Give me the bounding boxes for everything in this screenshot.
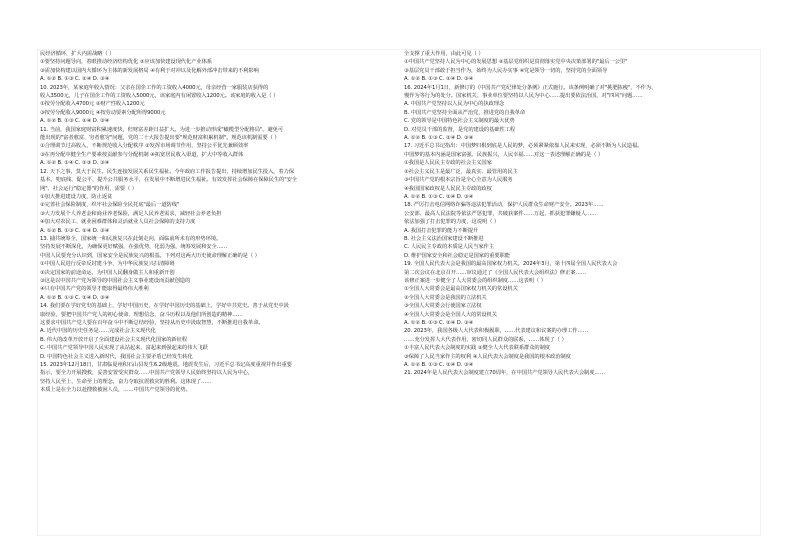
right-column-line: D. 对党员干部的监督，是党的建设的基础性工程: [404, 126, 516, 133]
right-column-line: B. 中国共产党坚持全面从严治党，推进党的自我革命: [404, 109, 526, 116]
right-column-line: ③保障了人民当家作主的权利 ④人民代表大会制度是我国的根本政治制度: [404, 353, 571, 360]
left-column-line: 这要求中国共产党人要在百年奋斗中不断总结经验，坚持从历史中汲取智慧，不断推进自我革命。: [40, 320, 264, 326]
right-column-line: A. ①② B. ①③ C. ②④ D. ③④: [404, 320, 474, 326]
left-column-line: ①加大推进建设力度，防止返贫: [40, 193, 113, 200]
left-column-line: 民经济循环，扩大内需战略（ ）: [40, 51, 115, 57]
left-column-line: 基本、兜底线、促公平，提升公共服务水平，在发展中不断增进民生福祉。有效发挥社会保障在保障民生的"安全: [40, 177, 297, 184]
right-column-line: ……充分发挥人大代表作用，密切同人民群众的联系，……体现了（ ）: [404, 336, 567, 343]
left-column-line: 本质上是在全力以赴搜救被困人员，……中国共产党领导的优势。: [40, 387, 191, 394]
left-column-line: 取经验，要把中国共产党人的初心使命、理想信念、奋斗历程以及他们所创造的精神……: [40, 311, 243, 318]
left-column-line: 12. 天下之事，莫大于民生。民生连接发展关系民生福祉。今年政府工作报告提出，持续增加民生投入，着力保: [40, 168, 294, 175]
left-column-line: ①中国人民进行反帝反封建斗争，为中华民族复兴扫清障碍: [40, 261, 175, 268]
right-column-line: A. ①② B. ①③ C. ②④ D. ③④: [404, 135, 474, 142]
left-column: [40, 50, 398, 535]
right-column-line: A. ①② B. ①③ C. ②④ D. ③④: [404, 362, 474, 369]
right-column-line: ④全国人大常委会是全国人大的常设机关: [404, 311, 497, 318]
left-column-line: ①按劳分配收入4700元 ②财产性收入1200元: [40, 101, 145, 108]
right-column-line: 中国梦的基本内涵是国家富强、民族振兴、人民幸福……对这一表述理解正确的是（ ）: [404, 151, 604, 158]
right-column-line: ①丰富人民代表大会制度的实践 ②健全人大代表联系群众的制度: [404, 345, 551, 352]
left-column-line: ③这是以中国共产党为领导的中国社会主义事业建设而贡献创造的: [40, 277, 191, 284]
left-column-line: A. 近代中国的历史任务是……完成社会主义现代化: [40, 328, 156, 335]
left-column-line: ④加大对农民工、就业困难群体和灵活就业人员社会保障的支持力度: [40, 219, 196, 226]
left-column-line: 坚持人民至上、生命至上的理念，奋力夺取抗震救灾的胜利。这体现了……: [40, 378, 212, 385]
left-column-line: A. ①② B. ①③ C. ②④ D. ③④: [40, 294, 110, 301]
left-column-line: D. 中国特色社会主义进入新时代，我国社会主要矛盾已经发生转化: [40, 353, 193, 360]
right-column-line: A. ①② B. ①③ C. ②④ D. ③④: [404, 76, 474, 83]
right-column-line: ③中国共产党的根本宗旨是全心全意为人民服务: [404, 177, 513, 184]
right-column-line: 第二次会议在北京召开……审议通过了《全国人民代表大会组织法》修正案……: [404, 269, 586, 276]
left-column-line: 10. 2023年，某家庭年收入情况：父亲在国企工作的工资收入4000元，母亲经营一家服装店获得的: [40, 84, 269, 91]
left-column-line: ④只有中国共产党的领导才能取得最终伟大胜利: [40, 286, 149, 293]
left-column-line: ③在再分配中健全生产要素按贡献参与分配机制 ④拓宽居民收入渠道，扩大中等收入群体: [40, 151, 244, 158]
right-column-line: ②社会主义民主是最广泛、最真实、最管用的民主: [404, 168, 518, 175]
left-column-line: 能出现的"富者愈富、穷者愈穷"问题，党的二十大报告提出要"规范财富积累机制"。规范该机制需要（ ）: [40, 135, 280, 142]
right-column-line: ①全国人大常委会是最高国家权力机关的常设机关: [404, 286, 518, 293]
left-column-line: A. ①② B. ①④ C. ②③ D. ③④: [40, 160, 110, 167]
right-column-line: C. 党的领导是中国特色社会主义制度的最大优势: [404, 118, 515, 125]
left-column-line: ②完善社会保险制度，织牢社会保险全民托底"最后一道防线": [40, 202, 180, 209]
left-column-line: 15. 2023年12月18日，甘肃临夏州积石山县发生6.2级地震。地震发生后，习近平总书记高度重视并作出重要: [40, 362, 292, 369]
right-column-line: B. 社会主义法治国家建设不断推进: [404, 235, 484, 242]
right-column-line: C. 人民民主专政的本质是人民当家作主: [404, 244, 494, 251]
left-column-line: 指示，要全力开展搜救，妥善安置受灾群众……中国共产党领导人民始终坚持以人民为中心，: [40, 370, 254, 377]
right-column-line: A. ①② B. ①③ C. ②④ D. ③④: [404, 193, 474, 200]
left-column-line: 中国人民要充分认识到，国家安全是民族复兴的根基。下列对这两大历史使命理解正确的是（ ）: [40, 252, 260, 259]
right-column-line: A. 我国打击犯罪的能力不断提升: [404, 227, 479, 234]
right-column-line: ③基层党员干部敢于担当作为，始终为人民办实事 ④党是领导一切的，坚持党的全面领导: [404, 67, 608, 74]
right-column-line: A. 中国共产党坚持以人民为中心的执政理念: [404, 101, 505, 108]
right-column-line: 20. 2023年，我国各级人大代表积极履职，……代表建议和议案的办理工作……: [404, 328, 588, 335]
right-column-line: 公安部、最高人民法院等依法严惩犯罪，共破获案件……万起，抓获犯罪嫌疑人……: [404, 210, 597, 217]
left-column-line: A. ①② B. ①③ C. ②④ D. ③④: [40, 227, 110, 234]
right-column-line: 依法加强了打击犯罪的力度，这说明（ ）: [404, 219, 500, 226]
right-column-line: 17. 习近平总书记指出：中国梦归根到底是人民的梦，必须紧紧依靠人民来实现，必须不断为人民造福。: [404, 143, 643, 150]
right-column-line: 19. 全国人民代表大会是我国的最高国家权力机关。2024年3月，第十四届全国人民代表大会: [404, 261, 618, 268]
left-column-line: 14. 我们要在学好党史的基础上，学好中国历史，在学好中国历史的基础上，学好中共党史。善于从党史中汲: [40, 303, 289, 310]
left-column-line: C. 中国共产党领导中国人民实现了从站起来、富起来到强起来的伟大飞跃: [40, 345, 208, 352]
right-column-line: 慢作为等行为的处分。国家机关、事业单位要坚持以人民为中心……提出要依法治国，对"四风"问题……: [404, 93, 643, 100]
left-column-line: ③大力发展个人养老金和商业养老保险，满足人民养老需求，减轻社会养老负担: [40, 210, 222, 217]
right-column-line: ③全国人大常委会行使国家立法权: [404, 303, 482, 310]
left-column-line: ③需加快构建以国内大循环为主体的新发展格局 ④有利于对冲以及化解外部冲击带来的不利影响: [40, 67, 259, 74]
left-column-line: A. ①② B. ①③ C. ②④ D. ③④: [40, 118, 110, 125]
right-column-line: ④我国国家政权是人民民主专政的政权: [404, 185, 492, 192]
left-column-line: ①合理调节过高收入，不断规范收入分配秩序 ②发挥市场调节作用，坚持公平优先兼顾效率: [40, 143, 249, 150]
left-column-line: B. 伟大的改革开放开启了全面建设社会主义现代化国家的新征程: [40, 336, 188, 343]
left-column-line: 11. 当前，我国家庭财富积累速度快，但财富差距日益扩大。为进一步推动形成"橄榄型分配格局"，避免可: [40, 126, 284, 133]
left-column-line: 收入3500元，儿子在国企工作的工资收入5000元，该家庭内有闲置收入1200元。该家庭的收入是（ ）: [40, 93, 279, 100]
right-column-line: D. 维护国家安全和社会稳定是国家的重要职能: [404, 252, 510, 259]
right-column-line: ①中国共产党坚持人民为中心的发展思想 ②基层党组织是贯彻落实党中央决策部署的"最后一公里": [404, 59, 628, 66]
left-column-line: ②决定国家的前途命运，为中国人民翻身做主人和重新开创: [40, 269, 175, 276]
left-column-line: 网"、社会运行"稳定器"的作用，需要（ ）: [40, 185, 137, 192]
right-column-line: ①我国是人民民主专政的社会主义国家: [404, 160, 492, 167]
right-column-line: ②全国人大常委会是我国的立法机关: [404, 294, 487, 301]
exam-page: [38, 50, 760, 535]
left-column-line: ①要坚持问题导向，着眼推动经济结构优化 ②应该加快建设现代化产业体系: [40, 59, 212, 66]
right-column-line: 16. 2024年1月1日，新修订的《中国共产党纪律处分条例》正式施行。该条例明确了对"挑肥拣瘦"，不作为、: [404, 84, 657, 91]
right-column-line: 全支撑了重大作用，由此可见（ ）: [404, 51, 484, 57]
left-column-line: 13. 捕共统筹全，国家统一和民族复兴在此刻走向，面临前所未有的形势环境。: [40, 235, 222, 242]
right-column-line: 该修正案进一步健全了人大常委会的组织制度……这表明（ ）: [404, 277, 546, 284]
left-column-line: A. ①② B. ①③ C. ②④ D. ③④: [40, 76, 110, 83]
left-column-line: 坚持发展不断深化，为确保更好赋强，在强优势，化弱为强，统筹发展和安全……: [40, 244, 228, 251]
right-column-line: 18. 严厉打击电信网络诈骗等违法犯罪活动，保护人民群众生命财产安全。2023年……: [404, 202, 604, 209]
right-column: [404, 50, 762, 535]
right-column-line: 21. 2024年是人民代表大会制度建立70周年，在中国共产党领导人民代表大会制度……: [404, 370, 605, 377]
left-column-line: ③按劳分配收入9000元 ④按劳动要素分配所得9000元: [40, 109, 166, 116]
